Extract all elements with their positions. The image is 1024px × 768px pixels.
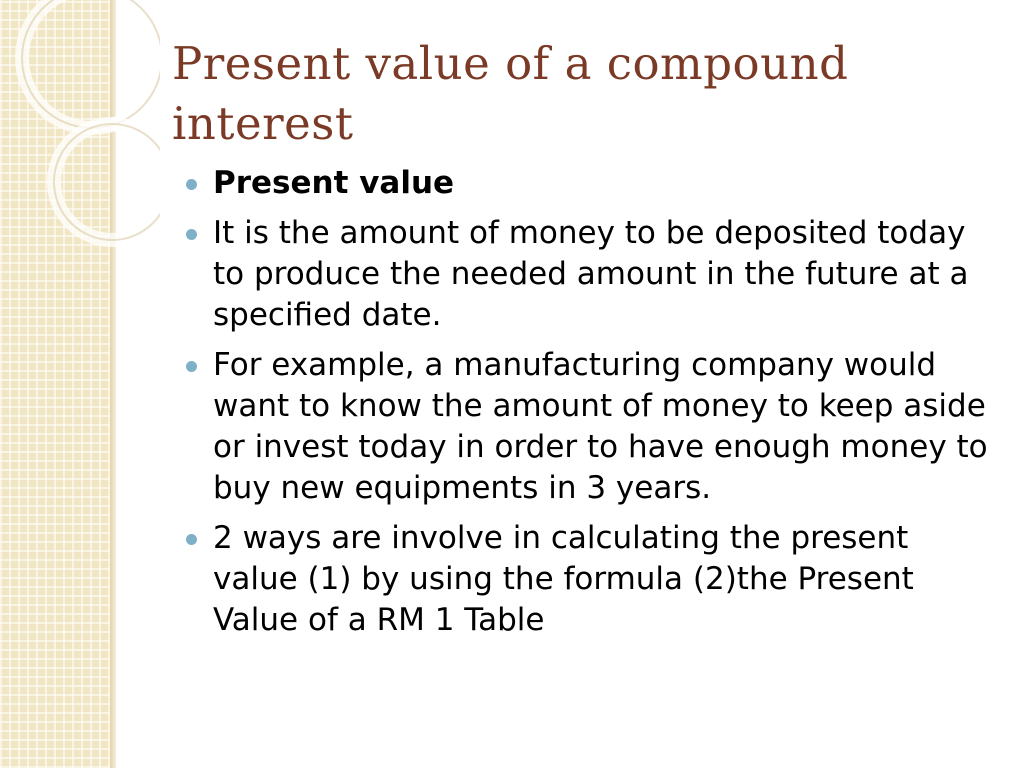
decorative-rings bbox=[0, 0, 160, 260]
bullet-icon bbox=[186, 179, 197, 190]
bullet-item bbox=[186, 518, 996, 641]
bullet-icon bbox=[186, 229, 197, 240]
bullet-icon bbox=[186, 534, 197, 545]
bullet-text: It is the amount of money to be deposited today to produce the needed amount in the future at a specified date. bbox=[213, 215, 969, 333]
bullet-item bbox=[186, 163, 996, 204]
bullet-item bbox=[186, 345, 996, 509]
slide-title: Present value of a compound interest bbox=[172, 37, 849, 150]
bullet-item bbox=[186, 213, 996, 336]
bullet-text: For example, a manufacturing company would want to know the amount of money to keep aside or invest today in order to have enough money to buy new equipments in 3 years. bbox=[213, 347, 988, 506]
bullet-icon bbox=[186, 361, 197, 372]
bullet-text: 2 ways are involve in calculating the present value (1) by using the formula (2)the Present Value of a RM 1 Table bbox=[213, 520, 914, 638]
bullet-list bbox=[186, 163, 996, 650]
bullet-text: Present value bbox=[213, 165, 455, 201]
